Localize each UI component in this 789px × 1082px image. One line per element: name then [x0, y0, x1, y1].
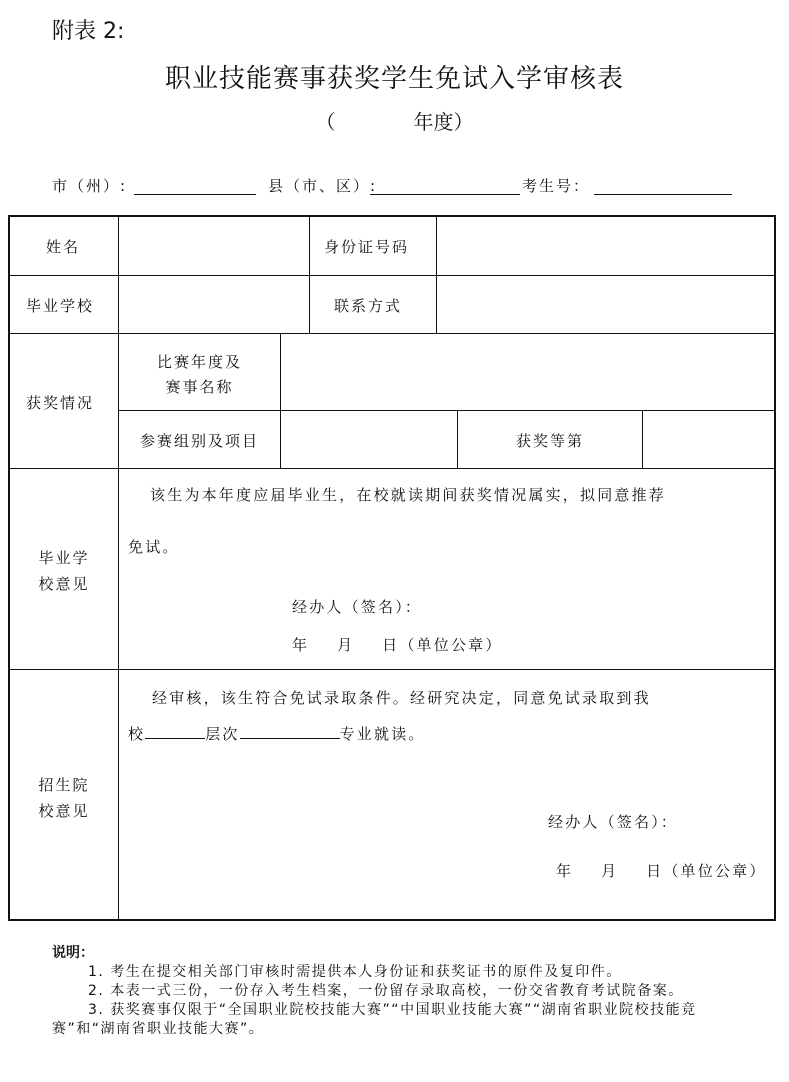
school-opinion-text-cont: 免试。: [128, 538, 180, 556]
admission-opinion-text: 经审核，该生符合免试录取条件。经研究决定，同意免试录取到我: [152, 689, 651, 707]
note-item: 2. 本表一式三份，一份存入考生档案，一份留存录取高校，一份交省教育考试院备案。: [88, 983, 684, 999]
name-field[interactable]: [120, 217, 308, 274]
city-field[interactable]: [134, 194, 256, 195]
notes: [52, 944, 742, 1039]
note-item: 1. 考生在提交相关部门审核时需提供本人身份证和获奖证书的原件及复印件。: [88, 964, 622, 980]
admission-opinion-label: [10, 772, 118, 824]
admission-handler-signature: 经办人（签名）：: [548, 813, 679, 831]
admission-opinion-label-line2: 校意见: [38, 802, 90, 820]
annex-label: 附表 2:: [52, 19, 125, 44]
contact-field[interactable]: [438, 276, 774, 332]
col-divider: [118, 217, 119, 921]
rank-label: 获奖等第: [515, 432, 584, 450]
row-divider: [10, 468, 776, 469]
school-label: 毕业学校: [26, 297, 95, 315]
year-open: （: [315, 110, 336, 134]
county-label: 县（市、区）:: [268, 177, 378, 195]
school-opinion-label-line2: 校意见: [38, 575, 90, 593]
year-close: 年度）: [413, 110, 474, 134]
award-label: 获奖情况: [26, 394, 95, 412]
col-divider: [436, 217, 437, 333]
exam-no-field[interactable]: [594, 194, 732, 195]
id-label: 身份证号码: [324, 238, 410, 256]
school-opinion-label-line1: 毕业学: [38, 549, 90, 567]
contact-label: 联系方式: [334, 297, 403, 315]
school-date-seal: 年 月 日（单位公章）: [292, 636, 503, 654]
admission-opinion-label-line1: 招生院: [38, 776, 90, 794]
review-form: [8, 215, 776, 921]
name-label: 姓名: [46, 238, 81, 256]
rank-field[interactable]: [644, 411, 774, 467]
year-line: [0, 106, 789, 135]
admission-school-word: 校: [128, 725, 146, 743]
school-opinion-label: [10, 545, 118, 597]
competition-label-line2: 赛事名称: [165, 378, 234, 396]
school-opinion-text: 该生为本年度应届毕业生，在校就读期间获奖情况属实，拟同意推荐: [150, 486, 667, 504]
school-handler-signature: 经办人（签名）：: [292, 598, 423, 616]
notes-title: 说明：: [52, 945, 94, 961]
school-field[interactable]: [120, 276, 308, 332]
id-field[interactable]: [438, 217, 774, 274]
competition-label-line1: 比赛年度及: [156, 353, 242, 371]
major-suffix: 专业就读。: [339, 725, 426, 743]
row-divider: [10, 669, 776, 670]
col-divider: [309, 217, 310, 333]
competition-label: [119, 350, 280, 400]
page-title: 职业技能赛事获奖学生免试入学审核表: [164, 64, 624, 94]
group-field[interactable]: [282, 411, 456, 467]
competition-field[interactable]: [282, 334, 774, 409]
col-divider: [642, 410, 643, 468]
group-label: 参赛组别及项目: [139, 432, 259, 450]
city-label: 市（州）:: [52, 177, 128, 195]
level-word: 层次: [205, 725, 240, 743]
col-divider: [280, 333, 281, 468]
exam-no-label: 考生号：: [522, 177, 591, 195]
admission-date-seal: 年 月 日（单位公章）: [556, 862, 767, 880]
level-blank[interactable]: [145, 724, 205, 739]
admission-opinion-text-cont: [128, 716, 426, 752]
major-blank[interactable]: [240, 724, 340, 739]
county-field[interactable]: [370, 194, 520, 195]
note-item: 3. 获奖赛事仅限于“全国职业院校技能大赛”“中国职业技能大赛”“湖南省职业院校技能竞赛”和“湖南省职业技能大赛”。: [52, 1002, 697, 1037]
